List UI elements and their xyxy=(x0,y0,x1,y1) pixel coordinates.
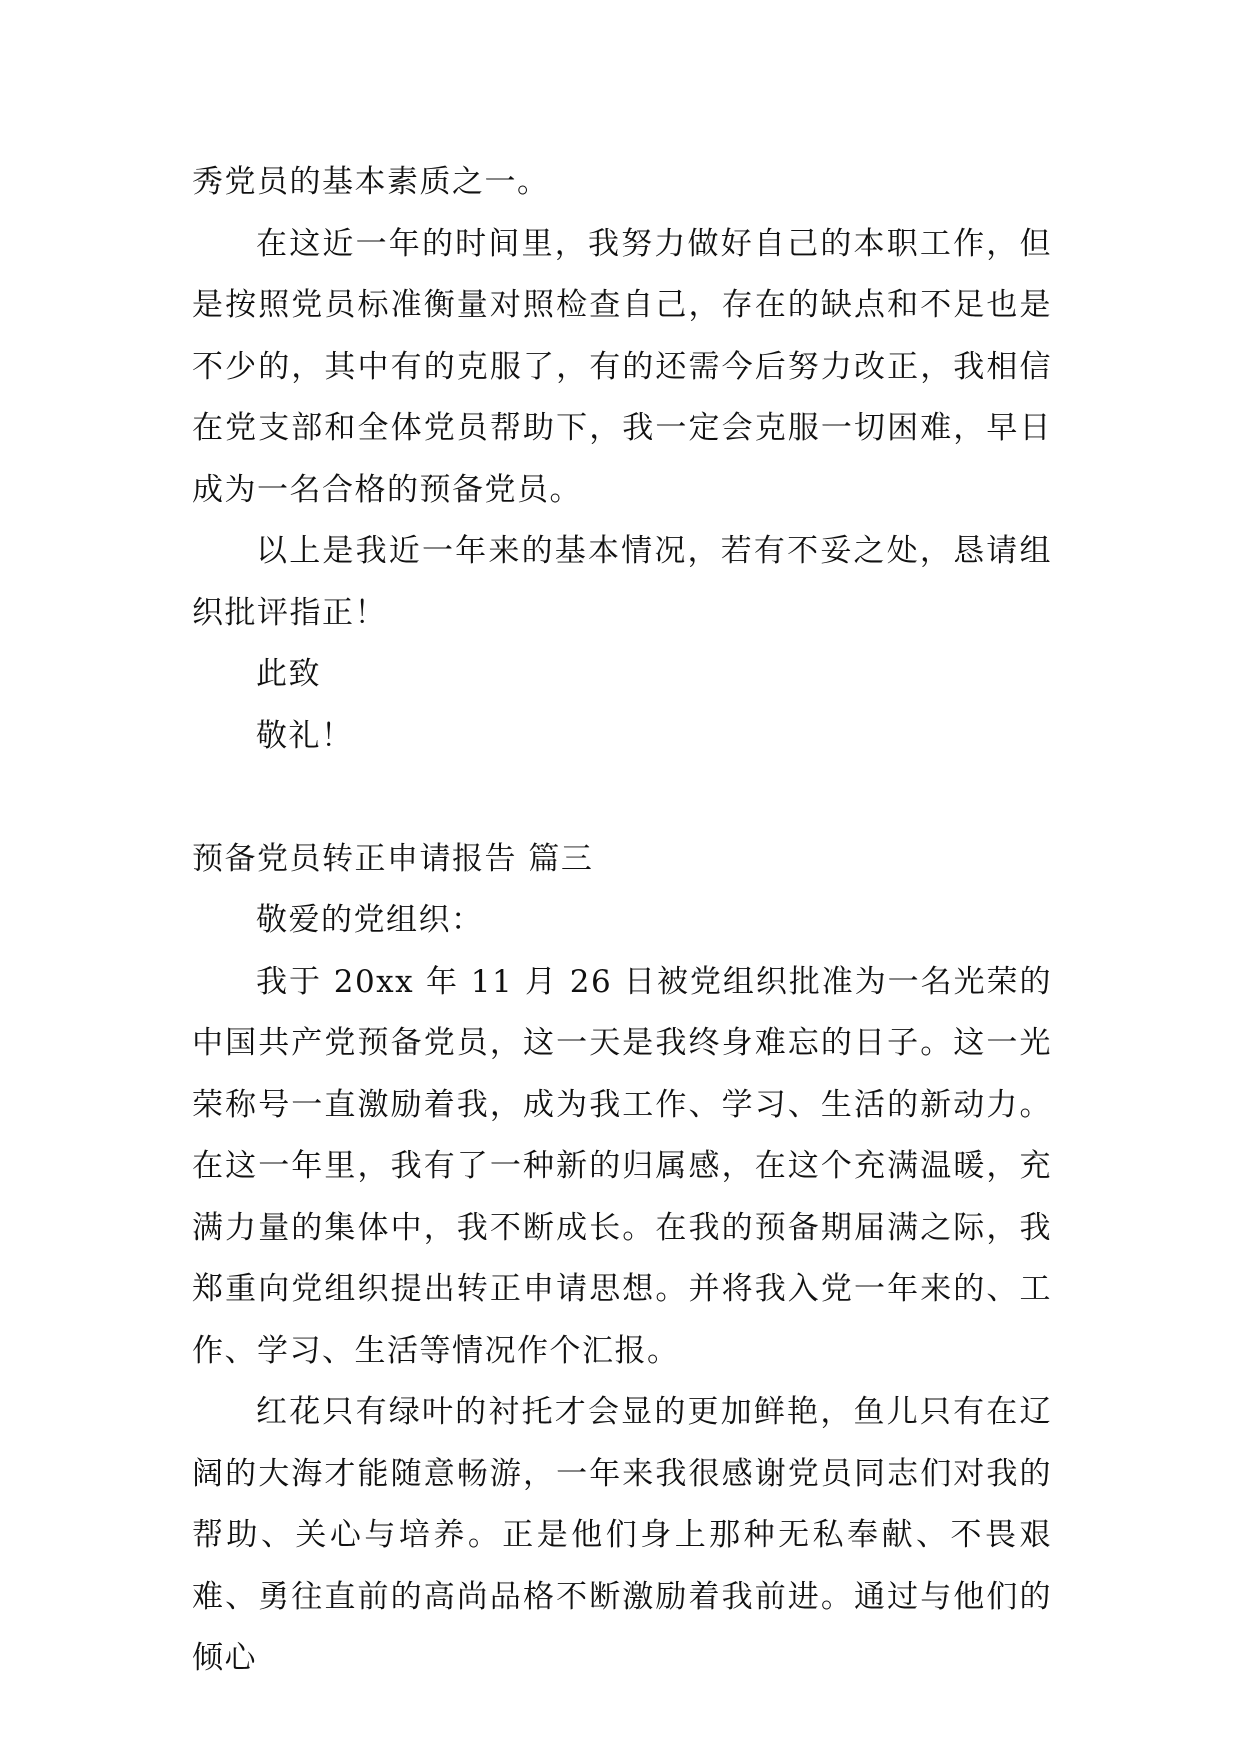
closing-phrase-cizhi: 此致 xyxy=(256,656,321,692)
paragraph-gratitude: 红花只有绿叶的衬托才会显的更加鲜艳，鱼儿只有在辽阔的大海才能随意畅游，一年来我很感谢党员同志们对我的帮助、关心与培养。正是他们身上那种无私奉献、不畏艰难、勇往直前的高尚品格不断激励着我前进。通过与他们的倾心 xyxy=(192,1394,1052,1676)
section-title: 预备党员转正申请报告 篇三 xyxy=(192,840,594,877)
closing-phrase-jingli: 敬礼！ xyxy=(256,717,354,754)
paragraph-continuation: 秀党员的基本素质之一。 xyxy=(192,164,550,200)
paragraph-closing-request: 以上是我近一年来的基本情况，若有不妥之处，恳请组织批评指正！ xyxy=(192,533,1052,631)
document-body xyxy=(192,152,1052,1690)
paragraph-intro: 我于 20xx 年 11 月 26 日被党组织批准为一名光荣的中国共产党预备党员，这一天是我终身难忘的日子。这一光荣称号一直激励着我，成为我工作、学习、生活的新动力。在这一年里，我有了一种新的归属感，在这个充满温暖，充满力量的集体中，我不断成长。在我的预备期届满之际，我郑重向党组织提出转正申请思想。并将我入党一年来的、工作、学习、生活等情况作个汇报。 xyxy=(192,963,1052,1369)
blank-line xyxy=(192,767,1052,829)
salutation: 敬爱的党组织： xyxy=(256,902,484,938)
paragraph-self-assessment: 在这近一年的时间里，我努力做好自己的本职工作，但是按照党员标准衡量对照检查自己，存在的缺点和不足也是不少的，其中有的克服了，有的还需今后努力改正，我相信在党支部和全体党员帮助下，我一定会克服一切困难，早日成为一名合格的预备党员。 xyxy=(192,225,1052,508)
